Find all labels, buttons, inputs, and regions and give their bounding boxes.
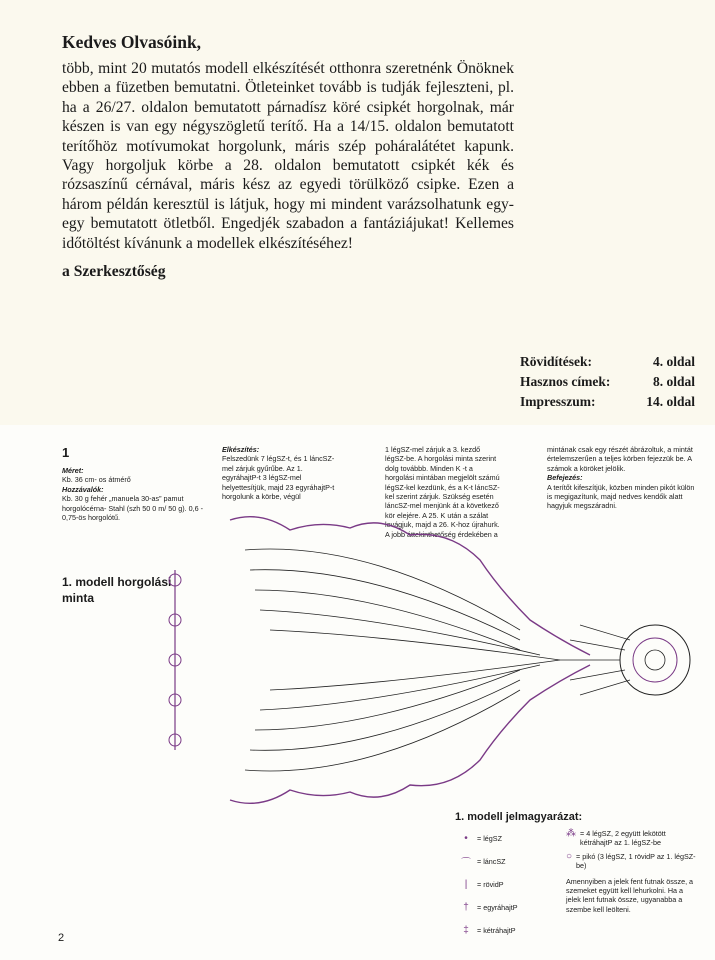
- legend-picot-text: = pikó (3 légSZ, 1 rövidP az 1. légSZ-be): [576, 851, 696, 871]
- instructions-col-2: 1 légSZ-mel zárjuk a 3. kezdő légSZ-be. A horgolási minta szerint dolg továbbb. Minden K -t a horgolási mintában megjelölt számú légSZ-kel kezdünk, és a K-t láncSZ-kel szerint zárjuk. Szükség esetén láncSZ-mel menjünk át a következő kör elejére. A 25. K után a szálat levágjuk, majd a 26. K-hoz újrahurk. A jobb áttekinthetőség érdekében a: [385, 445, 500, 539]
- size-value: Kb. 36 cm- os átmérő: [62, 475, 131, 485]
- finishing-text: A terítőt kifeszítjük, közben minden pikót külön is megigazítunk, majd nedves kendők alatt hagyjuk megszáradni.: [547, 482, 695, 511]
- treble-crochet-icon: ‡: [463, 925, 469, 936]
- instructions-col-1: [222, 445, 340, 501]
- radial-stitches: [560, 625, 630, 695]
- center-ring: [620, 625, 690, 695]
- slip-stitch-icon: ⌒: [461, 858, 471, 869]
- legend-picot: [566, 852, 696, 871]
- reference-label: Impresszum:: [520, 394, 596, 409]
- materials-value: Kb. 30 g fehér „manuela 30-as” pamut horgolócérna- Stahl (szh 50 0 m/ 50 g). 0,6 - 0,75-ös horgolótű.: [62, 494, 204, 523]
- legend-row: [455, 827, 565, 850]
- size-label: Méret:: [62, 466, 84, 475]
- crochet-diagram: [120, 510, 710, 810]
- chain-stitch-icon: •: [464, 833, 468, 844]
- intro-section: [62, 32, 514, 281]
- legend: [455, 827, 565, 942]
- legend-row: [455, 896, 565, 919]
- double-crochet-icon: †: [463, 902, 469, 913]
- intro-body: több, mint 20 mutatós modell elkészítését otthonra szeretnénk Önöknek ebben a füzetben bemutatni. Ötleteinket tovább is tudják fejleszteni, pl. ha a 26/27. oldalon bemutatott párnadísz köré csipkét horgolnak, már készen is van egy négyszögletű terítő. Ha a 14/15. oldalon bemutatott terítőhöz motívumokat horgolunk, máris szép poháralátétet kapunk. Vagy horgoljuk körbe a 28. oldalon bemutatott csipkét kék és rózsaszínű cérnával, máris kész az egyedi törülköző csipke. Ezen a három példán keresztül is látjuk, hogy mi mindent varázsolhatunk egy-egy bemutatott ötletből. Engedjék szabadon a fantáziájukat! Kellemes időtöltést kívánunk a modellek elkészítéséhez!: [62, 60, 514, 252]
- legend-text: = láncSZ: [477, 857, 506, 866]
- page-number: 2: [58, 932, 65, 944]
- legend-combo-text: = 4 légSZ, 2 együtt lekötött kétráhajtP az 1. légSZ-be: [580, 829, 666, 848]
- outer-scallops: [230, 517, 590, 804]
- reference-value: 8. oldal: [652, 374, 695, 389]
- instructions-col-3: [547, 445, 695, 511]
- reference-row: [520, 394, 695, 414]
- col3-text: mintának csak egy részét ábrázoltuk, a mintát értelemszerűen a teljes körben fejezzük be. A számok a köröket jelölik.: [547, 445, 693, 473]
- page-references: [520, 354, 695, 414]
- picot-icon: ○: [566, 850, 573, 862]
- reference-value: 14. oldal: [646, 394, 695, 409]
- making-label: Elkészítés:: [222, 445, 260, 454]
- legend-extra: [566, 829, 696, 914]
- reference-value: 4. oldal: [652, 354, 695, 369]
- legend-row: [455, 919, 565, 942]
- legend-title: 1. modell jelmagyarázat:: [455, 811, 583, 823]
- finishing-label: Befejezés:: [547, 473, 583, 483]
- signature: a Szerkesztőség: [62, 263, 166, 281]
- legend-row: [455, 850, 565, 873]
- legend-text: = légSZ: [477, 834, 502, 843]
- reference-label: Hasznos címek:: [520, 374, 611, 389]
- legend-combo: [566, 829, 696, 848]
- legend-note: Amennyiben a jelek fent futnak össze, a szemeket együtt kell lehurkolni. Ha a jelek lent futnak össze, ugyanabba a szembe kell leölteni.: [566, 876, 694, 914]
- stitch-rows: [245, 549, 560, 771]
- materials-label: Hozzávalók:: [62, 484, 104, 494]
- making-text: Felszedünk 7 légSZ-t, és 1 láncSZ-mel zárjuk gyűrűbe. Az 1. egyráhajtP-t 3 légSZ-mel helyettesítjük, majd 23 egyráhajtP-t horgolunk a körbe, végül: [222, 454, 335, 502]
- model-number: 1: [62, 445, 70, 460]
- legend-row: [455, 873, 565, 896]
- greeting: Kedves Olvasóink,: [62, 32, 202, 52]
- reference-row: [520, 354, 695, 374]
- diagram-title: 1. modell horgolási minta: [62, 575, 172, 605]
- reference-label: Rövidítések:: [520, 354, 592, 369]
- single-crochet-icon: |: [464, 879, 468, 890]
- legend-text: = rövidP: [477, 880, 504, 889]
- cluster-icon: ⁂: [566, 828, 576, 839]
- legend-text: = kétráhajtP: [477, 926, 516, 935]
- diagram-graphics: [169, 517, 690, 804]
- legend-text: = egyráhajtP: [477, 903, 518, 912]
- reference-row: [520, 374, 695, 394]
